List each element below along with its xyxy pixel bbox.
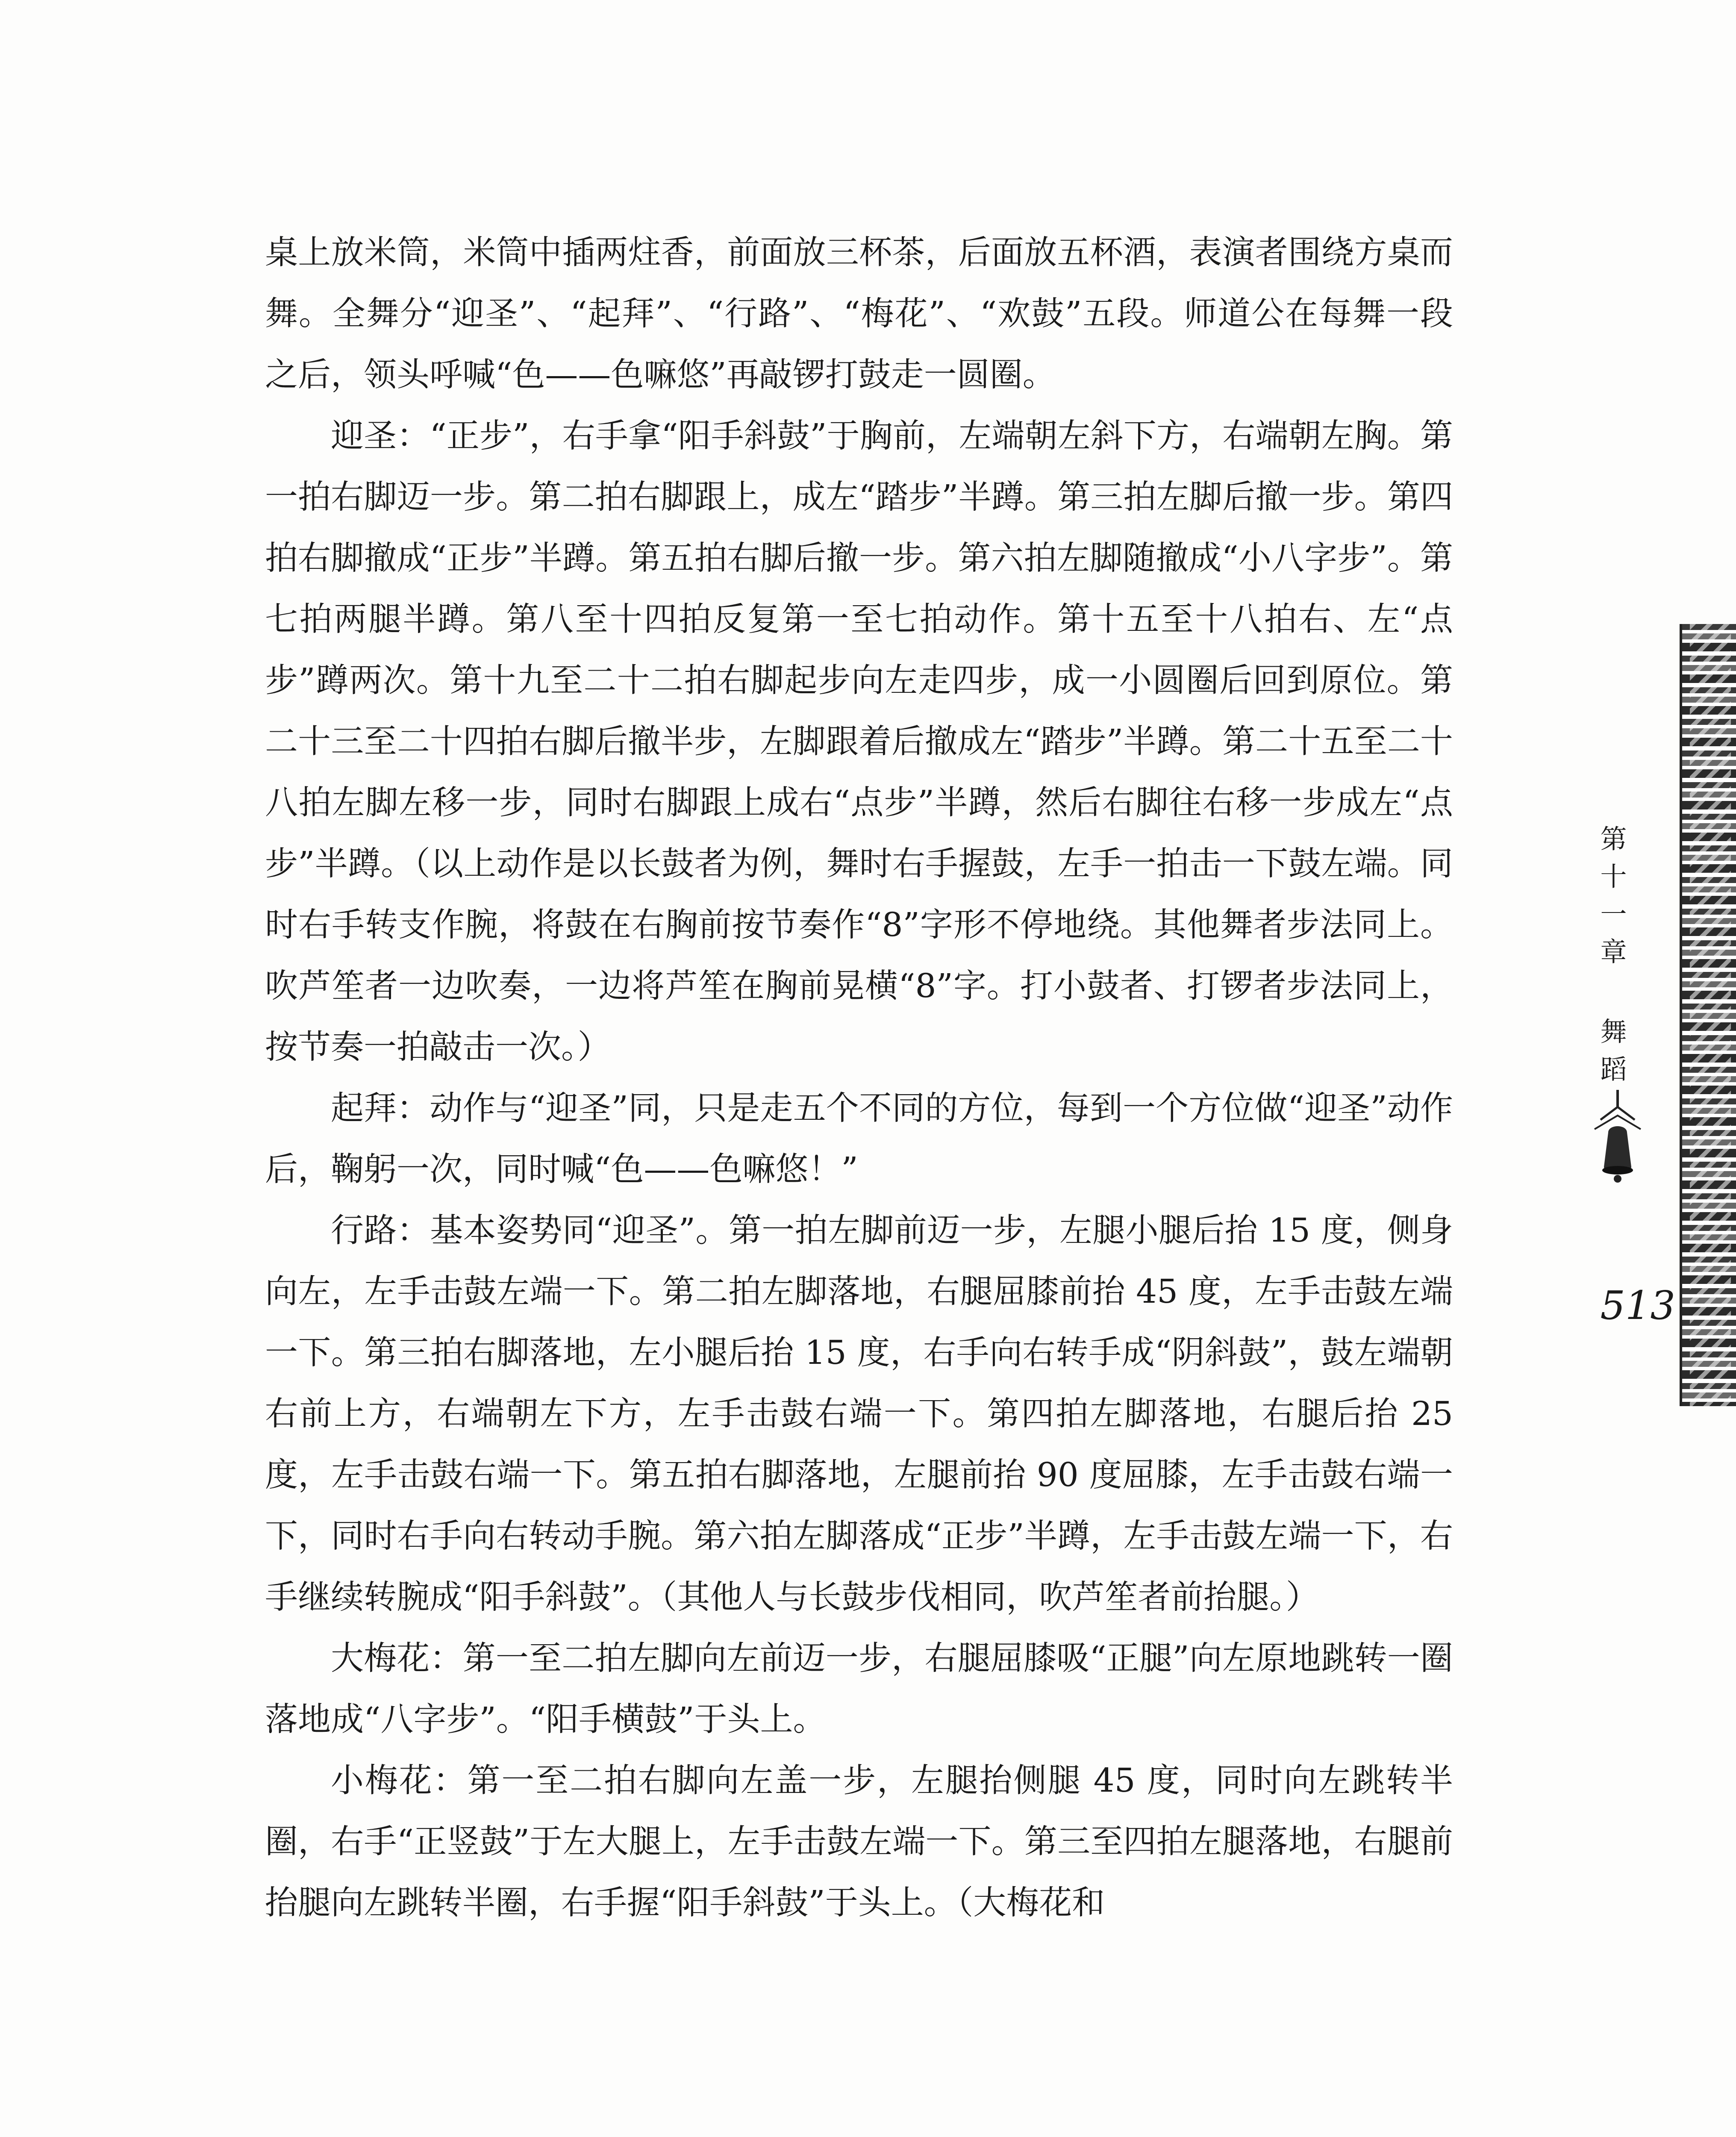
paragraph-6: 小梅花：第一至二拍右脚向左盖一步，左腿抬侧腿 45 度，同时向左跳转半圈，右手“正竖鼓”于左大腿上，左手击鼓左端一下。第三至四拍左腿落地，右腿前抬腿向左跳转半圈，右手握“阳手斜鼓”于头上。（大梅花和 (265, 1762, 1453, 1922)
bell-icon (1592, 1090, 1643, 1188)
page-number: 513 (1600, 1283, 1675, 1328)
paragraph-2: 迎圣：“正步”，右手拿“阳手斜鼓”于胸前，左端朝左斜下方，右端朝左胸。第一拍右脚迈一步。第二拍右脚跟上，成左“踏步”半蹲。第三拍左脚后撤一步。第四拍右脚撤成“正步”半蹲。第五拍右脚后撤一步。第六拍左脚随撤成“小八字步”。第七拍两腿半蹲。第八至十四拍反复第一至七拍动作。第十五至十八拍右、左“点步”蹲两次。第十九至二十二拍右脚起步向左走四步，成一小圆圈后回到原位。第二十三至二十四拍右脚后撤半步，左脚跟着后撤成左“踏步”半蹲。第二十五至二十八拍左脚左移一步，同时右脚跟上成右“点步”半蹲，然后右脚往右移一步成左“点步”半蹲。（以上动作是以长鼓者为例，舞时右手握鼓，左手一拍击一下鼓左端。同时右手转支作腕，将鼓在右胸前按节奏作“8”字形不停地绕。其他舞者步法同上。吹芦笙者一边吹奏，一边将芦笙在胸前晃横“8”字。打小鼓者、打锣者步法同上，按节奏一拍敲击一次。） (265, 417, 1453, 1066)
decorative-border-band (1680, 624, 1736, 1406)
paragraph-5: 大梅花：第一至二拍左脚向左前迈一步，右腿屈膝吸“正腿”向左原地跳转一圈落地成“八字步”。“阳手横鼓”于头上。 (265, 1640, 1453, 1739)
paragraph-1: 桌上放米筒，米筒中插两炷香，前面放三杯茶，后面放五杯酒，表演者围绕方桌而舞。全舞分“迎圣”、“起拜”、“行路”、“梅花”、“欢鼓”五段。师道公在每舞一段之后，领头呼喊“色——色嘛悠”再敲锣打鼓走一圆圈。 (265, 234, 1453, 394)
paragraph-3: 起拜：动作与“迎圣”同，只是走五个不同的方位，每到一个方位做“迎圣”动作后，鞠躬一次，同时喊“色——色嘛悠！” (265, 1089, 1453, 1189)
body-text (265, 222, 1453, 1934)
chapter-label: 第十一章 舞蹈 (1596, 825, 1627, 1093)
paragraph-4: 行路：基本姿势同“迎圣”。第一拍左脚前迈一步，左腿小腿后抬 15 度，侧身向左，左手击鼓左端一下。第二拍左脚落地，右腿屈膝前抬 45 度，左手击鼓左端一下。第三拍右脚落地，左小腿后抬 15 度，右手向右转手成“阴斜鼓”，鼓左端朝右前上方，右端朝左下方，左手击鼓右端一下。第四拍左脚落地，右腿后抬 25 度，左手击鼓右端一下。第五拍右脚落地，左腿前抬 90 度屈膝，左手击鼓右端一下，同时右手向右转动手腕。第六拍左脚落成“正步”半蹲，左手击鼓左端一下，右手继续转腕成“阳手斜鼓”。（其他人与长鼓步伐相同，吹芦笙者前抬腿。） (265, 1212, 1453, 1616)
